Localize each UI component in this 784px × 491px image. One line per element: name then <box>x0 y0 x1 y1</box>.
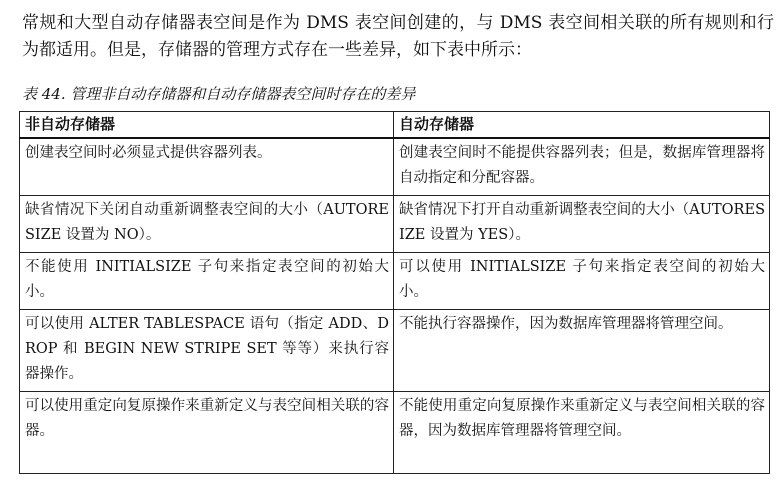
cell-auto: 不能执行容器操作，因为数据库管理器将管理空间。 <box>394 310 770 392</box>
header-non-auto-storage: 非自动存储器 <box>20 112 394 139</box>
cell-non-auto: 可以使用 ALTER TABLESPACE 语句（指定 ADD、DROP 和 BEGIN NEW STRIPE SET 等等）来执行容器操作。 <box>20 310 394 392</box>
cell-auto: 可以使用 INITIALSIZE 子句来指定表空间的初始大小。 <box>394 253 770 310</box>
cell-auto: 创建表空间时不能提供容器列表；但是，数据库管理器将自动指定和分配容器。 <box>394 138 770 196</box>
table-row <box>20 138 770 196</box>
table-row <box>20 310 770 392</box>
cell-non-auto: 缺省情况下关闭自动重新调整表空间的大小（AUTORESIZE 设置为 NO）。 <box>20 196 394 253</box>
table-row <box>20 253 770 310</box>
comparison-table <box>19 111 770 474</box>
table-caption: 表 44. 管理非自动存储器和自动存储器表空间时存在的差异 <box>22 85 416 103</box>
intro-text: 常规和大型自动存储器表空间是作为 DMS 表空间创建的，与 DMS 表空间相关联的所有规则和行为都适用。但是，存储器的管理方式存在一些差异，如下表中所示： <box>22 13 774 60</box>
cell-auto: 缺省情况下打开自动重新调整表空间的大小（AUTORESIZE 设置为 YES）。 <box>394 196 770 253</box>
cell-non-auto: 可以使用重定向复原操作来重新定义与表空间相关联的容器。 <box>20 392 394 474</box>
table-row <box>20 392 770 474</box>
cell-non-auto: 创建表空间时必须显式提供容器列表。 <box>20 138 394 196</box>
cell-non-auto: 不能使用 INITIALSIZE 子句来指定表空间的初始大小。 <box>20 253 394 310</box>
intro-paragraph <box>22 10 774 64</box>
table-row <box>20 196 770 253</box>
table-header-row <box>20 112 770 139</box>
cell-auto: 不能使用重定向复原操作来重新定义与表空间相关联的容器，因为数据库管理器将管理空间。 <box>394 392 770 474</box>
header-auto-storage: 自动存储器 <box>394 112 770 139</box>
